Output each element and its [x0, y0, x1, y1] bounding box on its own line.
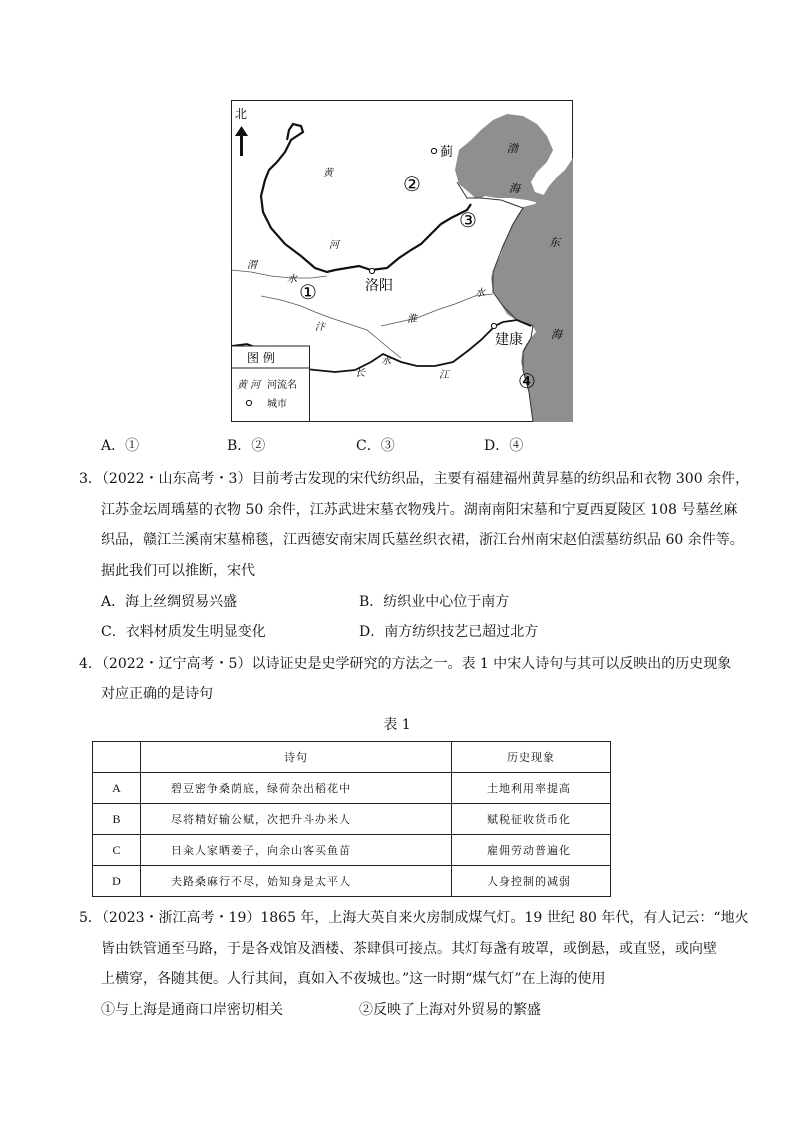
marker-2: ② [403, 172, 421, 196]
row-label: C [93, 835, 141, 866]
city-jiankang-label: 建康 [495, 332, 523, 348]
table-row [93, 835, 611, 866]
poem-history-table [92, 741, 611, 897]
city-luoyang-label: 洛阳 [365, 278, 393, 294]
river-label-bian: 汴 [315, 322, 325, 333]
row-history: 人身控制的减弱 [452, 866, 611, 897]
q2-option-d[interactable]: D．④ [484, 438, 524, 454]
row-poem: 日籴人家晒姜子，向余山客买鱼苗 [141, 835, 452, 866]
marker-1: ① [299, 280, 317, 304]
row-history: 赋税征收货币化 [452, 804, 611, 835]
legend-city-label: 城市 [267, 399, 287, 410]
q5-stem-line-2: 皆由铁管通至马路，于是各戏馆及酒楼、茶肆俱可接点。其灯每盏有玻罩，或倒悬，或直竖，或向壁 [101, 941, 717, 957]
city-luoyang-dot [369, 268, 374, 273]
table-caption: 表 1 [383, 717, 411, 733]
river-label-wei-shui: 水 [287, 274, 297, 285]
sea-label-hai2: 海 [551, 328, 562, 341]
table-header-poem: 诗句 [141, 742, 452, 773]
historical-map [231, 100, 573, 422]
marker-4: ④ [518, 369, 536, 393]
table-header-row [93, 742, 611, 773]
sea-label-bo: 渤 [507, 142, 518, 155]
river-label-jiang: 江 [439, 370, 449, 381]
q3-option-d[interactable]: D．南方纺织技艺已超过北方 [359, 624, 539, 640]
legend-river-label: 河流名 [267, 380, 297, 391]
table-header-history: 历史现象 [452, 742, 611, 773]
row-label: A [93, 773, 141, 804]
q2-option-c[interactable]: C．③ [356, 438, 395, 454]
q5-statement-2[interactable]: ②反映了上海对外贸易的繁盛 [359, 1002, 541, 1018]
river-label-huai: 淮 [407, 314, 417, 325]
marker-3: ③ [459, 208, 477, 232]
city-jiankang-dot [491, 323, 496, 328]
legend-city-dot [246, 400, 251, 405]
city-ji-dot [431, 148, 436, 153]
q3-stem-line-3: 织品，赣江兰溪南宋墓棉毯，江西德安南宋周氏墓丝织衣裙，浙江台州南宋赵伯澐墓纺织品 60 余件等。 [101, 532, 744, 548]
q3-stem-line-4: 据此我们可以推断，宋代 [101, 563, 255, 579]
q4-stem-line-2: 对应正确的是诗句 [101, 686, 213, 702]
row-label: D [93, 866, 141, 897]
river-label-he: 河 [329, 240, 339, 251]
legend-river-sample: 黄 河 [237, 380, 261, 391]
svg-text:北: 北 [235, 107, 248, 121]
q3-stem-line-1: 3．（2022・山东高考・3）目前考古发现的宋代纺织品，主要有福建福州黄昇墓的纺织品和衣物 300 余件， [79, 471, 750, 487]
q4-stem-line-1: 4．（2022・辽宁高考・5）以诗证史是史学研究的方法之一。表 1 中宋人诗句与其可以反映出的历史现象 [79, 656, 732, 672]
river-label-huai-shui: 水 [475, 288, 485, 299]
row-label: B [93, 804, 141, 835]
river-label-wei: 渭 [247, 260, 257, 271]
table-row [93, 804, 611, 835]
q2-option-b[interactable]: B．② [227, 438, 266, 454]
river-label-huang: 黄 [323, 168, 333, 179]
river-label-bian-shui: 水 [381, 356, 391, 367]
sea-label-hai: 海 [509, 182, 520, 195]
q3-option-c[interactable]: C．衣料材质发生明显变化 [101, 624, 266, 640]
q3-option-b[interactable]: B．纺织业中心位于南方 [359, 594, 510, 610]
river-label-chang: 长 [355, 368, 365, 379]
table-row [93, 866, 611, 897]
q3-option-a[interactable]: A．海上丝绸贸易兴盛 [101, 594, 238, 610]
q5-statement-1[interactable]: ①与上海是通商口岸密切相关 [101, 1002, 283, 1018]
row-poem: 碧豆密争桑荫底，绿荷杂出稻花中 [141, 773, 452, 804]
sea-label-dong: 东 [549, 236, 560, 249]
q5-stem-line-1: 5．（2023・浙江高考・19）1865 年，上海大英自来火房制成煤气灯。19 世纪 80 年代，有人记云：“地火 [79, 910, 749, 926]
row-history: 土地利用率提高 [452, 773, 611, 804]
row-poem: 尽将精好输公赋，次把升斗办米人 [141, 804, 452, 835]
row-history: 雇佣劳动普遍化 [452, 835, 611, 866]
table-row [93, 773, 611, 804]
legend-title: 图 例 [247, 351, 275, 365]
q3-stem-line-2: 江苏金坛周瑀墓的衣物 50 余件，江苏武进宋墓衣物残片。湖南南阳宋墓和宁夏西夏陵区 108 号墓丝麻 [101, 502, 738, 518]
q5-stem-line-3: 上横穿，各随其便。人行其间，真如入不夜城也。”这一时期“煤气灯”在上海的使用 [101, 971, 606, 987]
city-ji-label: 蓟 [440, 145, 454, 160]
table-header-cell [93, 742, 141, 773]
map-legend [232, 346, 310, 422]
row-poem: 夫路桑麻行不尽，始知身是太平人 [141, 866, 452, 897]
q2-option-a[interactable]: A．① [101, 438, 140, 454]
